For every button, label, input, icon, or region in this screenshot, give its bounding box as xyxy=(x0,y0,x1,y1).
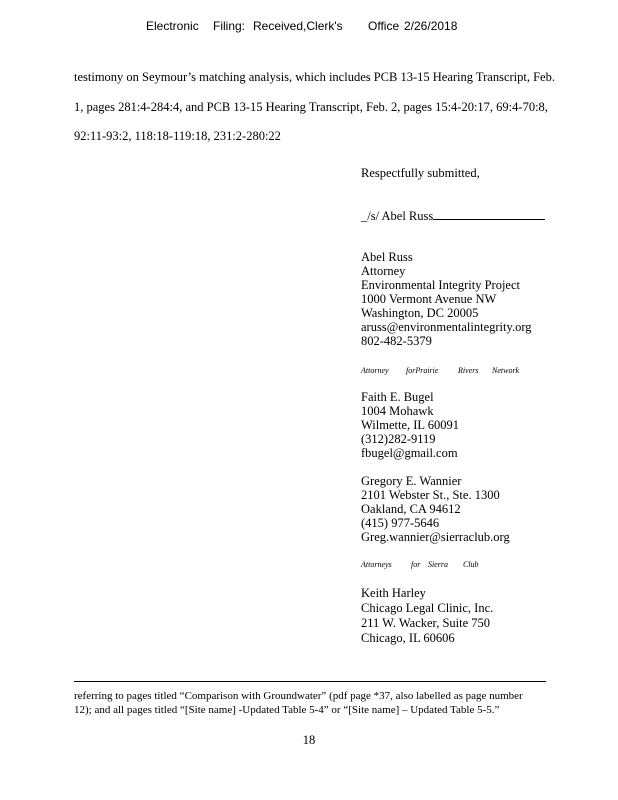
attorney-email: Greg.wannier@sierraclub.org xyxy=(361,530,510,544)
attorney-block xyxy=(361,586,601,646)
filing-stamp-word: Office xyxy=(368,19,400,33)
signature: /s/ Abel Russ xyxy=(367,209,434,223)
attorney-block xyxy=(361,474,601,544)
attorney-street: 1004 Mohawk xyxy=(361,404,434,418)
filing-stamp-date: 2/26/2018 xyxy=(404,19,458,33)
label-word: forPrairie xyxy=(406,366,439,375)
attorney-city: Wilmette, IL 60091 xyxy=(361,418,459,432)
signer-org: Environmental Integrity Project xyxy=(361,278,520,292)
label-word: Attorney xyxy=(361,366,389,375)
attorney-street: 211 W. Wacker, Suite 750 xyxy=(361,616,491,630)
label-word: Sierra xyxy=(428,560,448,569)
filing-stamp-word: Received,Clerk's xyxy=(253,19,343,33)
footnote xyxy=(74,689,554,717)
attorney-city: Chicago, IL 60606 xyxy=(361,631,455,645)
attorney-block xyxy=(361,390,601,460)
label-word: Attorneys xyxy=(361,560,392,569)
attorney-phone: (415) 977-5646 xyxy=(361,516,440,530)
attorney-name: Faith E. Bugel xyxy=(361,390,434,404)
body-line: 1, pages 281:4-284:4, and PCB 13-15 Hearing Transcript, Feb. 2, pages 15:4-20:17, 69:4-70:8, xyxy=(74,100,548,114)
attorney-org: Chicago Legal Clinic, Inc. xyxy=(361,601,494,615)
page-number: 18 xyxy=(302,733,316,747)
label-word: Network xyxy=(492,366,520,375)
footnote-line: 12); and all pages titled “[Site name] -Updated Table 5-4” or “[Site name] – Updated Table 5-5.” xyxy=(74,704,500,716)
signer-title: Attorney xyxy=(361,264,406,278)
body-line: 92:11-93:2, 118:18-119:18, 231:2-280:22 xyxy=(74,129,281,143)
signer-city: Washington, DC 20005 xyxy=(361,306,479,320)
representation-label xyxy=(361,560,601,572)
attorney-name: Gregory E. Wannier xyxy=(361,474,462,488)
label-word: for xyxy=(411,560,421,569)
attorney-city: Oakland, CA 94612 xyxy=(361,502,461,516)
representation-label xyxy=(361,366,601,378)
label-word: Rivers xyxy=(458,366,479,375)
signer-street: 1000 Vermont Avenue NW xyxy=(361,292,497,306)
attorney-email: fbugel@gmail.com xyxy=(361,446,458,460)
signature-line: _/s/ Abel Russ xyxy=(361,208,545,224)
signer-phone: 802-482-5379 xyxy=(361,334,432,348)
filing-stamp-header xyxy=(146,19,566,37)
attorney-phone: (312)282-9119 xyxy=(361,432,436,446)
attorney-name: Keith Harley xyxy=(361,586,426,600)
footnote-divider xyxy=(74,681,546,682)
signer-name: Abel Russ xyxy=(361,250,413,264)
label-word: Club xyxy=(463,560,479,569)
body-line: testimony on Seymour’s matching analysis, which includes PCB 13-15 Hearing Transcript, Feb. xyxy=(74,70,555,84)
attorney-street: 2101 Webster St., Ste. 1300 xyxy=(361,488,500,502)
signer-block xyxy=(361,250,601,348)
filing-stamp-word: Filing: xyxy=(213,19,246,33)
signer-email: aruss@environmentalintegrity.org xyxy=(361,320,532,334)
filing-stamp-word: Electronic xyxy=(146,19,199,33)
closing: Respectfully submitted, xyxy=(361,166,480,180)
footnote-line: referring to pages titled “Comparison with Groundwater” (pdf page *37, also labelled as page number xyxy=(74,690,523,702)
